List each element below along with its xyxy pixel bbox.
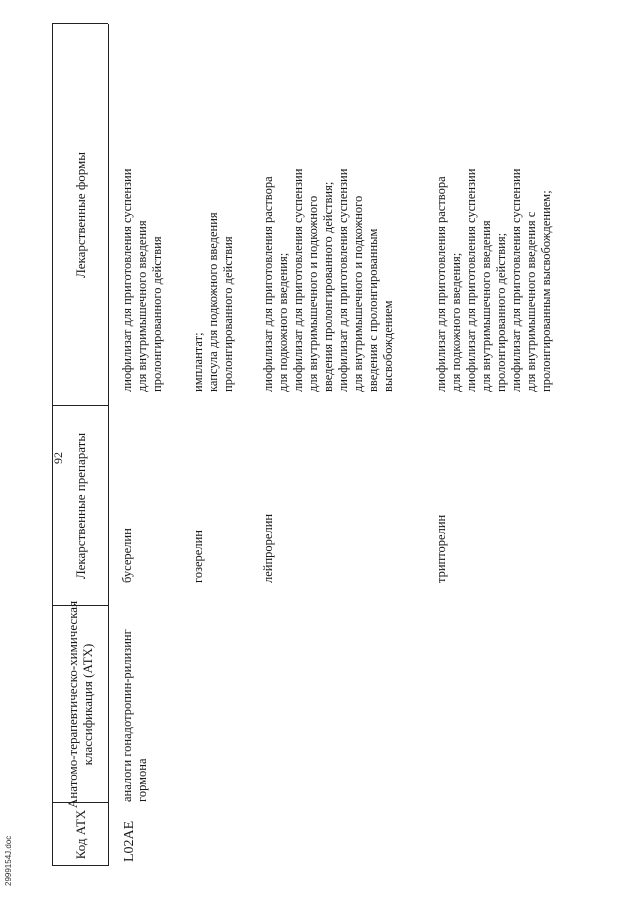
drug-forms: лиофилизат для приготовления раствора для подкожного введения; лиофилизат для приготовления суспензии для внутримышечного введения пролонгированного действия; лиофилизат для приготовления суспензии для внутримышечного введения с пролонгированным высвобождением; bbox=[434, 168, 553, 392]
group-classification: аналоги гонадотропин-рилизинг гормона bbox=[120, 629, 149, 802]
rotated-table bbox=[52, 24, 572, 866]
group-code: L02AE bbox=[122, 820, 137, 862]
header-drugs: Лекарственные препараты bbox=[72, 432, 88, 580]
drug-name: гозерелин bbox=[191, 530, 205, 583]
page-number: 92 bbox=[51, 452, 65, 464]
header-classification: Анатомо-терапевтическо-химическая классификация (АТХ) bbox=[65, 600, 95, 809]
drug-name: лейпрорелин bbox=[261, 513, 275, 583]
drug-forms: лиофилизат для приготовления суспензии для внутримышечного введения пролонгированного действия bbox=[120, 168, 164, 392]
drug-forms: лиофилизат для приготовления раствора для подкожного введения; лиофилизат для приготовления суспензии для внутримышечного и подкожного введения пролонгированного действия; лиофилизат для приготовления суспензии для внутримышечного и подкожного введения с пролонгированным высвобождением bbox=[261, 168, 395, 392]
drug-forms: имплантат; капсула для подкожного введения пролонгированного действия bbox=[191, 212, 235, 392]
header-code: Код АТХ bbox=[72, 809, 88, 860]
drug-name: трипторелин bbox=[434, 514, 448, 583]
header-forms: Лекарственные формы bbox=[72, 151, 88, 279]
drug-name: бусерелин bbox=[120, 528, 134, 583]
footer-document-code: 2999154J.doc bbox=[4, 835, 13, 886]
header-bottom-rule bbox=[108, 24, 109, 866]
